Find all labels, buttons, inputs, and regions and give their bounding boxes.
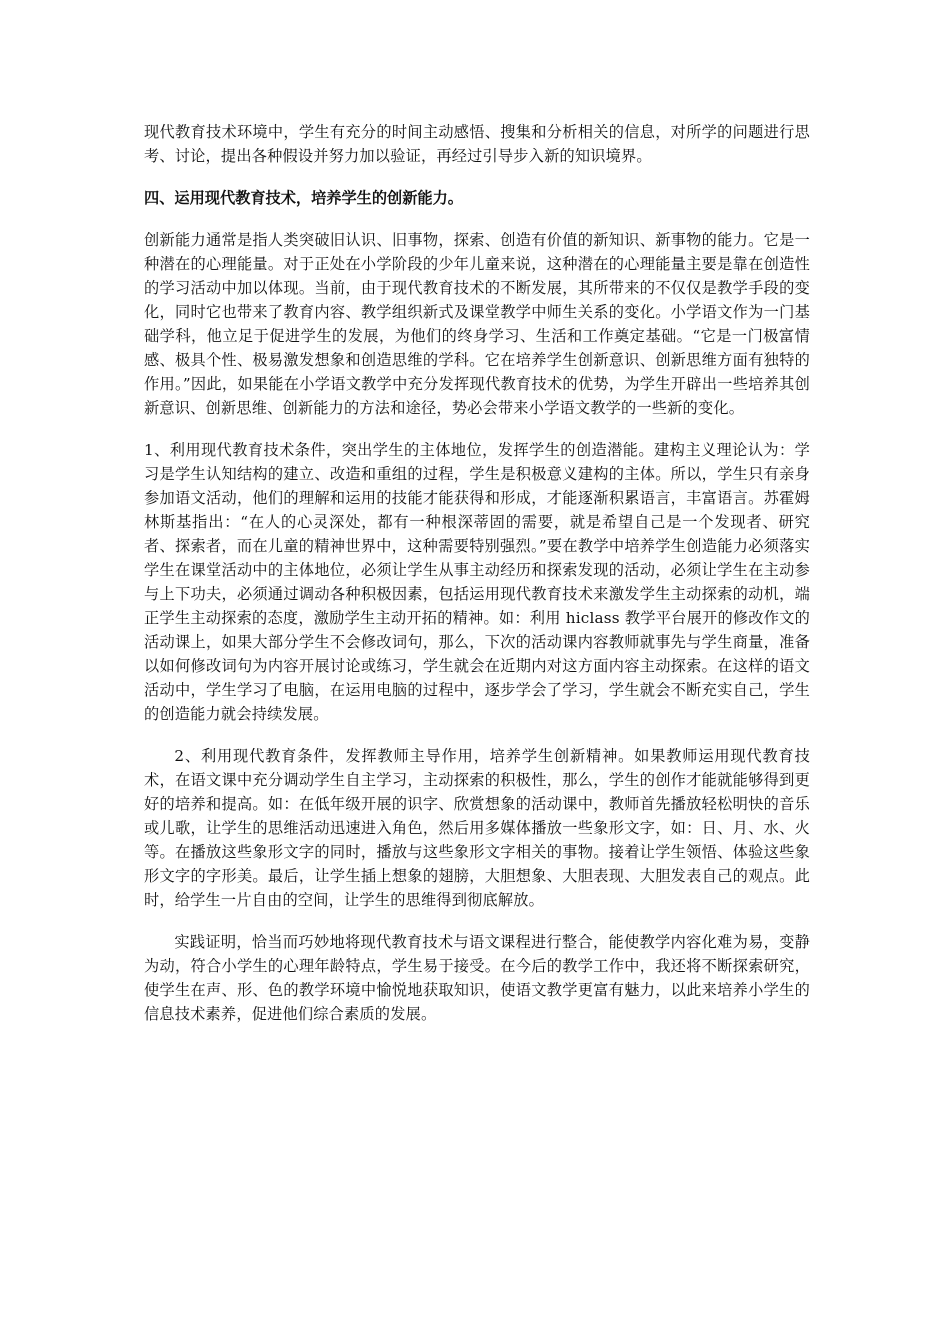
- point-1-paragraph: 1、利用现代教育技术条件，突出学生的主体地位，发挥学生的创造潜能。建构主义理论认为：学习是学生认知结构的建立、改造和重组的过程，学生是积极意义建构的主体。所以，学生只有亲身参加语文活动，他们的理解和运用的技能才能获得和形成，才能逐渐积累语言，丰富语言。苏霍姆林斯基指出：“在人的心灵深处，都有一种根深蒂固的需要，就是希望自己是一个发现者、研究者、探索者，而在儿童的精神世界中，这种需要特别强烈。”要在教学中培养学生创造能力必须落实学生在课堂活动中的主体地位，必须让学生从事主动经历和探索发现的活动，必须让学生在主动参 与上下功夫，必须通过调动各种积极因素，包括运用现代教育技术来激发学生主动探索的动机，端正学生主动探索的态度，激励学生主动开拓的精神。如：利用 hiclass 教学平台展开的修改作文的活动课上，如果大部分学生不会修改词句，那么，下次的活动课内容教师就事先与学生商量，准备以如何修改词句为内容开展讨论或练习，学生就会在近期内对这方面内容主动探索。在这样的语文活动中，学生学习了电脑，在运用电脑的过程中，逐步学会了学习，学生就会不断充实自己，学生的创造能力就会持续发展。: [144, 441, 810, 723]
- point-2-paragraph: 2、利用现代教育条件，发挥教师主导作用，培养学生创新精神。如果教师运用现代教育技术，在语文课中充分调动学生自主学习，主动探索的积极性，那么，学生的创作才能就能够得到更好的培养和提高。如：在低年级开展的识字、欣赏想象的活动课中，教师首先播放轻松明快的音乐或儿歌，让学生的思维活动迅速进入角色，然后用多媒体播放一些象形文字，如：日、月、水、火等。在播放这些象形文字的同时，播放与这些象形文字相关的事物。接着让学生领悟、体验这些象形文字的字形美。最后，让学生插上想象的翅膀，大胆想象、大胆表现、大胆发表自己的观点。此时，给学生一片自由的空间，让学生的思维得到彻底解放。: [144, 747, 810, 909]
- intro-paragraph: 现代教育技术环境中，学生有充分的时间主动感悟、搜集和分析相关的信息，对所学的问题进行思考、讨论，提出各种假设并努力加以验证，再经过引导步入新的知识境界。: [144, 123, 810, 165]
- innovation-paragraph: 创新能力通常是指人类突破旧认识、旧事物，探索、创造有价值的新知识、新事物的能力。它是一种潜在的心理能量。对于正处在小学阶段的少年儿童来说，这种潜在的心理能量主要是靠在创造性的学习活动中加以体现。当前，由于现代教育技术的不断发展，其所带来的不仅仅是教学手段的变化，同时它也带来了教育内容、教学组织新式及课堂教学中师生关系的变化。小学语文作为一门基础学科，他立足于促进学生的发展，为他们的终身学习、生活和工作奠定基础。“它是一门极富情感、极具个性、极易激发想象和创造思维的学科。它在培养学生创新意识、创新思维方面有独特的作用。”因此，如果能在小学语文教学中充分发挥现代教育技术的优势，为学生开辟出一些培养其创新意识、创新思维、创新能力的方法和途径，势必会带来小学语文教学的一些新的变化。: [144, 231, 810, 417]
- document-page: [144, 120, 810, 1026]
- section-heading: 四、运用现代教育技术，培养学生的创新能力。: [144, 189, 463, 207]
- conclusion-paragraph: 实践证明，恰当而巧妙地将现代教育技术与语文课程进行整合，能使教学内容化难为易，变静为动，符合小学生的心理年龄特点，学生易于接受。在今后的教学工作中，我还将不断探索研究，使学生在声、形、色的教学环境中愉悦地获取知识，使语文教学更富有魅力，以此来培养小学生的信息技术素养，促进他们综合素质的发展。: [144, 933, 810, 1023]
